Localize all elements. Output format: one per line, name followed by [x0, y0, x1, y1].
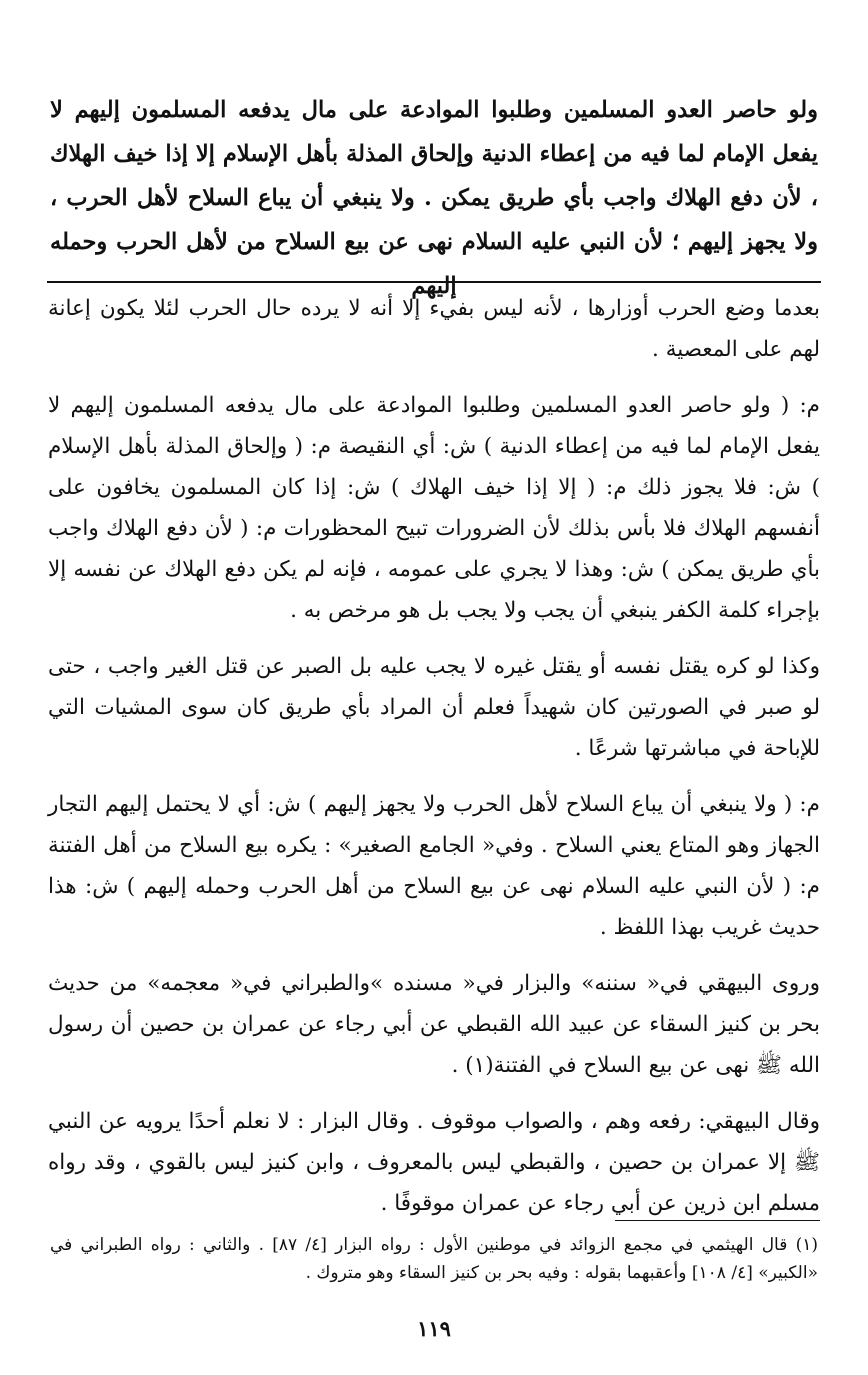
commentary-block [48, 288, 820, 1239]
commentary-paragraph: وروى البيهقي في« سننه» والبزار في« مسنده »والطبراني في« معجمه» من حديث بحر بن كنيز السقاء عن عبيد الله القبطي عن أبي رجاء عن عمران بن حصين أن رسول الله ﷺ نهى عن بيع السلاح في الفتنة(١) . [48, 971, 820, 1078]
commentary-paragraph: م: ( ولو حاصر العدو المسلمين وطلبوا الموادعة على مال يدفعه المسلمون إليهم لا يفعل الإمام لما فيه من إعطاء الدنية ) ش: أي النقيصة م: ( وإلحاق المذلة بأهل الإسلام ) ش: فلا يجوز ذلك م: ( إلا إذا خيف الهلاك ) ش: إذا كان المسلمون يخافون على أنفسهم الهلاك فلا بأس بذلك لأن الضرورات تبيح المحظورات م: ( لأن دفع الهلاك واجب بأي طريق يمكن ) ش: وهذا لا يجري على عمومه ، فإنه لم يكن دفع الهلاك عن نفسه إلا بإجراء كلمة الكفر ينبغي أن يجب ولا يجب بل هو مرخص به . [48, 393, 820, 623]
commentary-paragraph: وقال البيهقي: رفعه وهم ، والصواب موقوف . وقال البزار : لا نعلم أحدًا يرويه عن النبي ﷺ إلا عمران بن حصين ، والقبطي ليس بالمعروف ، وابن كنيز ليس بالقوي ، وقد رواه مسلم ابن ذرين عن أبي رجاء عن عمران موقوفًا . [48, 1109, 820, 1216]
main-text-block: ولو حاصر العدو المسلمين وطلبوا الموادعة على مال يدفعه المسلمون إليهم لا يفعل الإمام لما فيه من إعطاء الدنية وإلحاق المذلة بأهل الإسلام إلا إذا خيف الهلاك ، لأن دفع الهلاك واجب بأي طريق يمكن . ولا ينبغي أن يباع السلاح لأهل الحرب ، ولا يجهز إليهم ؛ لأن النبي عليه السلام نهى عن بيع السلاح من لأهل الحرب وحمله إليهم [50, 97, 819, 299]
page-number: ١١٩ [417, 1316, 451, 1341]
footnote-divider [615, 1220, 820, 1221]
commentary-paragraph: بعدما وضع الحرب أوزارها ، لأنه ليس بفيء إلا أنه لا يرده حال الحرب لئلا يكون إعانة لهم على المعصية . [48, 296, 820, 362]
footnote: (١) قال الهيثمي في مجمع الزوائد في موطنين الأول : رواه البزار [٤/ ٨٧] . والثاني : رواه الطبراني في «الكبير» [٤/ ١٠٨] وأعقبهما بقوله : وفيه بحر بن كنيز السقاء وهو متروك . [50, 1235, 819, 1283]
header-divider [47, 281, 821, 283]
commentary-paragraph: وكذا لو كره يقتل نفسه أو يقتل غيره لا يجب عليه بل الصبر عن قتل الغير واجب ، حتى لو صبر في الصورتين كان شهيداً فعلم أن المراد بأي طريق كان سوى المشيات التي للإباحة في مباشرتها شرعًا . [48, 654, 820, 761]
commentary-paragraph: م: ( ولا ينبغي أن يباع السلاح لأهل الحرب ولا يجهز إليهم ) ش: أي لا يحتمل إليهم التجار الجهاز وهو المتاع يعني السلاح . وفي« الجامع الصغير» : يكره بيع السلاح من أهل الفتنة م: ( لأن النبي عليه السلام نهى عن بيع السلاح من أهل الحرب وحمله إليهم ) ش: هذا حديث غريب بهذا اللفظ . [48, 792, 820, 940]
